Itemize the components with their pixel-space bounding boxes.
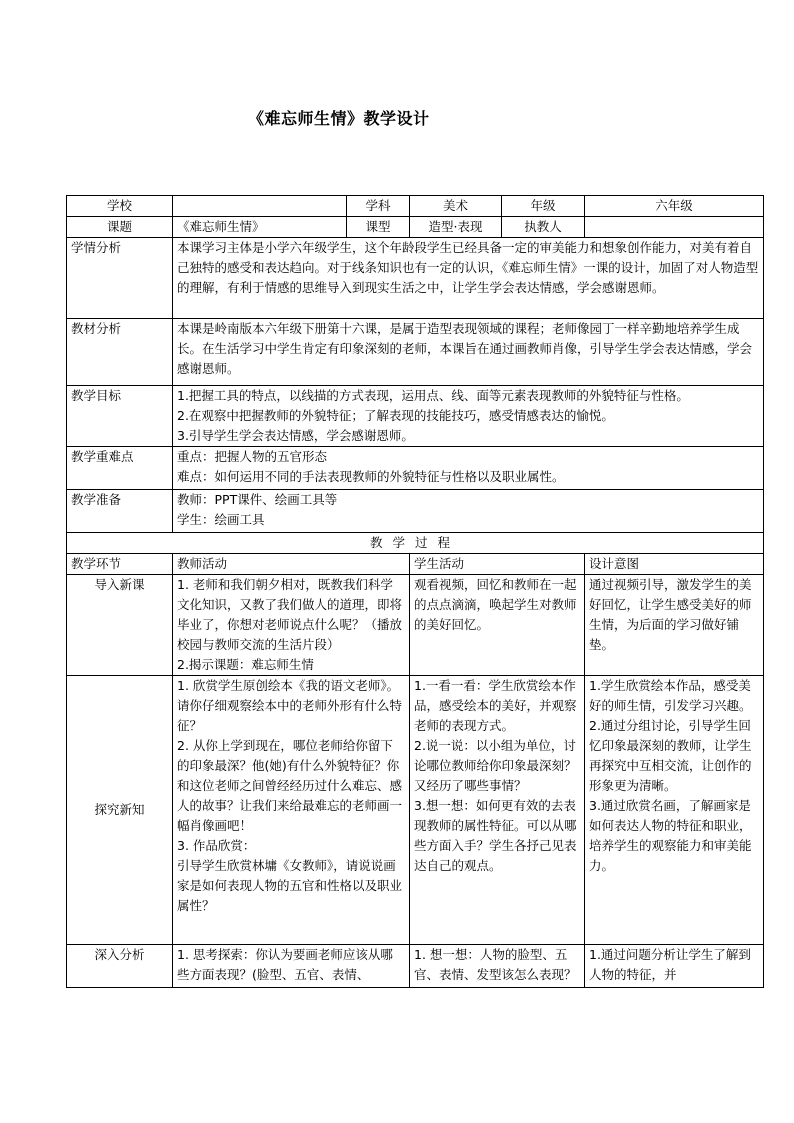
teacher-activity-item: 引导学生欣赏林墉《女教师》，请说说画家是如何表现人物的五官和性格以及职业属性？ (177, 858, 403, 913)
intent-item: 1.学生欣赏绘本作品，感受美好的师生情，引发学习兴趣。 (589, 678, 752, 713)
info-row-school (67, 196, 764, 217)
process-row-explore (67, 676, 764, 945)
teacher-activity-item: 1. 老师和我们朝夕相对，既教我们科学文化知识，又教了我们做人的道理，即将毕业了，你想对老师说点什么呢？（播放校园与教师交流的生活片段） (177, 577, 403, 652)
header-intent: 设计意图 (585, 554, 764, 575)
topic-label: 课题 (67, 217, 173, 238)
intent-cell (585, 676, 764, 945)
process-header-row (67, 554, 764, 575)
header-teacher: 教师活动 (173, 554, 410, 575)
goal-item: 2.在观察中把握教师的外貌特征；了解表现的技能技巧，感受情感表达的愉悦。 (177, 408, 614, 423)
prep-item: 教师：PPT课件、绘画工具等 (177, 492, 338, 507)
type-label: 课型 (347, 217, 410, 238)
teacher-activity-item: 1. 思考探索：你认为要画老师应该从哪些方面表现？(脸型、五官、表情、 (177, 947, 393, 982)
process-row-intro (67, 575, 764, 676)
intent-item: 3.通过欣赏名画，了解画家是如何表达人物的特征和职业，培养学生的观察能力和审美能力。 (589, 798, 752, 873)
stage-cell: 深入分析 (67, 945, 173, 988)
goal-item: 3.引导学生学会表达情感，学会感谢恩师。 (177, 428, 414, 443)
header-student: 学生活动 (410, 554, 585, 575)
subject-label: 学科 (347, 196, 410, 217)
teacher-value (585, 217, 764, 238)
type-value: 造型·表现 (410, 217, 502, 238)
teacher-activity-item: 2.揭示课题：难忘师生情 (177, 657, 314, 672)
goal-item: 1.把握工具的特点，以线描的方式表现，运用点、线、面等元素表现教师的外貌特征与性格。 (177, 388, 689, 403)
intent-item: 1.通过问题分析让学生了解到人物的特征，并 (589, 947, 751, 982)
student-analysis-text: 本课学习主体是小学六年级学生，这个年龄段学生已经具备一定的审美能力和想象创作能力，对美有着自己独特的感受和表达趋向。对于线条知识也有一定的认识，《难忘师生情》一课的设计，加固了对人物造型的理解，有利于情感的思维导入到现实生活之中，让学生学会表达情感，学会感谢恩师。 (173, 238, 764, 319)
key-point-item: 重点：把握人物的五官形态 (177, 449, 328, 464)
material-analysis-label: 教材分析 (67, 319, 173, 386)
process-row-analysis (67, 945, 764, 988)
student-activity-item: 2.说一说：以小组为单位，讨论哪位教师给你印象最深刻？又经历了哪些事情？ (414, 738, 577, 793)
topic-value: 《难忘师生情》 (173, 217, 347, 238)
intent-item: 2.通过分组讨论，引导学生回忆印象最深刻的教师，让学生再探究中互相交流，让创作的形象更为清晰。 (589, 718, 752, 793)
stage-cell: 导入新课 (67, 575, 173, 676)
goals-label: 教学目标 (67, 386, 173, 447)
school-label: 学校 (67, 196, 173, 217)
intent-cell (585, 575, 764, 676)
intent-item: 通过视频引导，激发学生的美好回忆，让学生感受美好的师生情，为后面的学习做好铺垫。 (589, 577, 752, 652)
goals-content (173, 386, 764, 447)
prep-label: 教学准备 (67, 490, 173, 533)
student-activity-cell (410, 575, 585, 676)
teacher-activity-item: 1. 欣赏学生原创绘本《我的语文老师》。请你仔细观察绘本中的老师外形有什么特征？ (177, 678, 403, 733)
difficult-point-item: 难点：如何运用不同的手法表现教师的外貌特征与性格以及职业属性。 (177, 469, 565, 484)
student-activity-item: 观看视频，回忆和教师在一起的点点滴滴，唤起学生对教师的美好回忆。 (414, 577, 577, 632)
grade-value: 六年级 (585, 196, 764, 217)
student-activity-item: 1. 想一想：人物的脸型、五官、表情、发型该怎么表现？ (414, 947, 577, 982)
stage-cell: 探究新知 (67, 676, 173, 945)
lesson-plan-table (66, 195, 764, 988)
header-stage: 教学环节 (67, 554, 173, 575)
teacher-activity-cell (173, 676, 410, 945)
document-title: 《难忘师生情》教学设计 (248, 109, 430, 128)
student-activity-item: 1.一看一看：学生欣赏绘本作品，感受绘本的美好，并观察老师的表现方式。 (414, 678, 577, 733)
student-analysis-row (67, 238, 764, 319)
intent-cell (585, 945, 764, 988)
teacher-activity-cell (173, 945, 410, 988)
prep-row (67, 490, 764, 533)
teacher-label: 执教人 (502, 217, 585, 238)
student-activity-cell (410, 676, 585, 945)
goals-row (67, 386, 764, 447)
school-value (173, 196, 347, 217)
grade-label: 年级 (502, 196, 585, 217)
teacher-activity-item: 3. 作品欣赏： (177, 838, 256, 853)
teacher-activity-item: 2. 从你上学到现在，哪位老师给你留下的印象最深？他(她)有什么外貌特征？你和这位老师之间曾经经历过什么难忘、感人的故事？让我们来给最难忘的老师画一幅肖像画吧！ (177, 738, 403, 833)
teacher-activity-cell (173, 575, 410, 676)
prep-item: 学生：绘画工具 (177, 512, 265, 527)
material-analysis-row (67, 319, 764, 386)
material-analysis-text: 本课是岭南版本六年级下册第十六课，是属于造型表现领域的课程；老师像园丁一样辛勤地培养学生成长。在生活学习中学生肯定有印象深刻的老师，本课旨在通过画教师肖像，引导学生学会表达情感，学会感谢恩师。 (173, 319, 764, 386)
student-activity-cell (410, 945, 585, 988)
process-section-title: 教学过程 (67, 533, 764, 554)
prep-content (173, 490, 764, 533)
student-analysis-label: 学情分析 (67, 238, 173, 319)
key-points-row (67, 447, 764, 490)
key-points-content (173, 447, 764, 490)
student-activity-item: 3.想一想：如何更有效的去表现教师的属性特征。可以从哪些方面入手？学生各抒己见表达自己的观点。 (414, 798, 577, 873)
key-points-label: 教学重难点 (67, 447, 173, 490)
info-row-topic (67, 217, 764, 238)
subject-value: 美术 (410, 196, 502, 217)
process-section-row (67, 533, 764, 554)
